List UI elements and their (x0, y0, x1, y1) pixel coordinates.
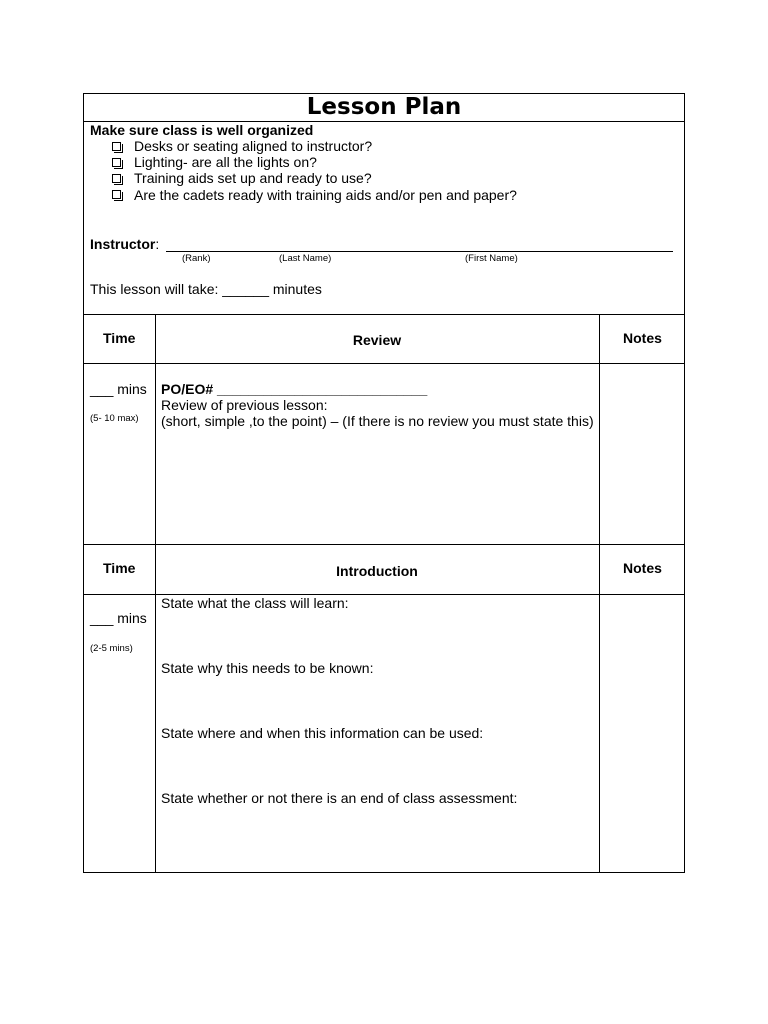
lesson-duration: This lesson will take: ______ minutes (90, 281, 322, 297)
lesson-plan-form (83, 93, 685, 873)
instructor-label: Instructor: (90, 236, 160, 252)
intro-notes-header: Notes (623, 560, 662, 576)
checklist-item: Desks or seating aligned to instructor? (112, 138, 517, 154)
intro-prompt-why: State why this needs to be known: (161, 660, 374, 676)
last-name-sublabel: (Last Name) (279, 253, 332, 264)
checkbox-icon[interactable] (112, 142, 121, 151)
intro-time-limit: (2-5 mins) (90, 643, 133, 654)
checklist-item: Are the cadets ready with training aids and/or pen and paper? (112, 187, 517, 203)
intro-header-top-rule (83, 544, 685, 545)
intro-prompt-where-when: State where and when this information can be used: (161, 725, 484, 741)
review-time-limit: (5- 10 max) (90, 413, 139, 424)
review-guidance: (short, simple ,to the point) – (If there is no review you must state this) (161, 413, 594, 429)
checkbox-icon[interactable] (112, 190, 121, 199)
review-header-top-rule (83, 314, 685, 315)
checkbox-icon[interactable] (112, 158, 121, 167)
review-notes-cell[interactable] (600, 364, 684, 544)
intro-mins-field[interactable]: ___ mins (90, 610, 147, 626)
page-title: Lesson Plan (306, 94, 462, 120)
review-time-header: Time (103, 330, 136, 346)
checklist (112, 138, 517, 203)
first-name-sublabel: (First Name) (465, 253, 518, 264)
po-eo-field[interactable]: PO/EO# ___________________________ (161, 381, 428, 397)
time-column-divider (155, 314, 156, 873)
checklist-heading: Make sure class is well organized (90, 122, 314, 138)
instructor-name-field[interactable] (166, 251, 673, 252)
intro-prompt-assessment: State whether or not there is an end of class assessment: (161, 790, 518, 806)
review-instruction: Review of previous lesson: (161, 397, 328, 413)
checklist-item: Training aids set up and ready to use? (112, 170, 517, 186)
review-section-header: Review (352, 332, 402, 348)
checkbox-icon[interactable] (112, 174, 121, 183)
review-header-bottom-rule (83, 363, 685, 364)
checklist-item: Lighting- are all the lights on? (112, 154, 517, 170)
intro-section-header: Introduction (336, 563, 418, 579)
rank-sublabel: (Rank) (182, 253, 211, 264)
review-mins-field[interactable]: ___ mins (90, 381, 147, 397)
review-notes-header: Notes (623, 330, 662, 346)
intro-time-header: Time (103, 560, 136, 576)
intro-notes-cell[interactable] (600, 595, 684, 872)
intro-prompt-learn: State what the class will learn: (161, 595, 349, 611)
